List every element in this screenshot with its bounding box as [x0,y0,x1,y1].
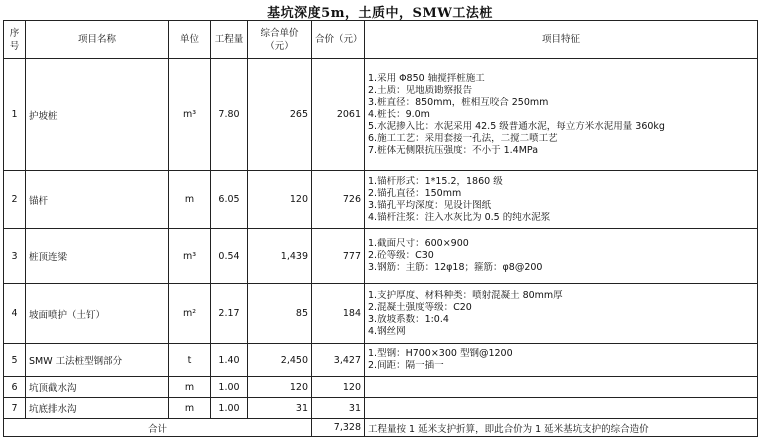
row-features [365,398,758,419]
row-seq: 5 [4,344,26,377]
header-name: 项目名称 [26,21,169,59]
row-unit-price: 31 [248,398,312,419]
feature-line: 1.锚杆形式：1*15.2，1860 级 [368,175,503,187]
table-row [4,398,758,419]
row-seq: 3 [4,229,26,284]
row-unit-price: 265 [248,59,312,171]
row-unit: m [169,377,211,398]
header-total: 合价（元） [312,21,365,59]
feature-line: 3.锚孔平均深度：见设计图纸 [368,199,492,211]
cost-table [3,20,758,437]
header-unit-price: 综合单价（元） [248,21,312,59]
row-unit-price: 1,439 [248,229,312,284]
table-row [4,59,758,171]
row-unit: m [169,398,211,419]
row-qty: 7.80 [211,59,248,171]
row-seq: 7 [4,398,26,419]
feature-line: 4.锚杆注浆：注入水灰比为 0.5 的纯水泥浆 [368,211,551,223]
row-unit: t [169,344,211,377]
row-unit-price: 2,450 [248,344,312,377]
feature-line: 4.桩长：9.0m [368,108,430,120]
row-qty: 1.40 [211,344,248,377]
row-qty: 6.05 [211,171,248,229]
row-features [365,284,758,344]
row-features [365,171,758,229]
feature-line: 3.桩直径：850mm，桩相互咬合 250mm [368,96,549,108]
feature-line: 5.水泥掺入比：水泥采用 42.5 级普通水泥，每立方米水泥用量 360kg [368,120,665,132]
header-qty: 工程量 [211,21,248,59]
feature-line: 2.锚孔直径：150mm [368,187,462,199]
feature-line: 2.间距：隔一插一 [368,360,444,371]
row-qty: 0.54 [211,229,248,284]
row-name: 坑底排水沟 [26,398,169,419]
table-row [4,229,758,284]
feature-line: 7.桩体无侧限抗压强度：不小于 1.4MPa [368,144,539,156]
row-features [365,344,758,377]
row-total: 2061 [312,59,365,171]
row-name: 护坡桩 [26,59,169,171]
footer-note: 工程量按 1 延米支护折算，即此合价为 1 延米基坑支护的综合造价 [365,419,758,437]
row-total: 120 [312,377,365,398]
row-seq: 2 [4,171,26,229]
row-name: SMW 工法桩型钢部分 [26,344,169,377]
feature-line: 1.型钢：H700×300 型钢@1200 [368,348,513,359]
row-name: 锚杆 [26,171,169,229]
row-total: 184 [312,284,365,344]
table-row [4,344,758,377]
row-features [365,377,758,398]
feature-line: 1.截面尺寸：600×900 [368,238,469,249]
row-name: 坡面喷护（土钉） [26,284,169,344]
row-total: 777 [312,229,365,284]
row-unit: m³ [169,229,211,284]
footer-total: 7,328 [312,419,365,437]
row-qty: 2.17 [211,284,248,344]
table-row [4,171,758,229]
row-features [365,229,758,284]
row-unit: m [169,171,211,229]
row-total: 3,427 [312,344,365,377]
header-unit: 单位 [169,21,211,59]
row-features [365,59,758,171]
footer-row [4,419,758,437]
header-seq: 序号 [4,21,26,59]
feature-line: 2.混凝土强度等级：C20 [368,301,472,313]
row-name: 坑顶截水沟 [26,377,169,398]
row-qty: 1.00 [211,398,248,419]
row-unit-price: 85 [248,284,312,344]
row-qty: 1.00 [211,377,248,398]
row-seq: 4 [4,284,26,344]
feature-line: 6.施工工艺：采用套接一孔法，二搅二喷工艺 [368,132,558,144]
header-row [4,21,758,59]
header-features: 项目特征 [365,21,758,59]
feature-line: 1.支护厚度、材料种类：喷射混凝土 80mm厚 [368,289,563,301]
row-seq: 6 [4,377,26,398]
feature-line: 4.钢丝网 [368,325,406,337]
feature-line: 2.砼等级：C30 [368,250,434,261]
footer-label: 合计 [4,419,312,437]
feature-line: 3.放坡系数：1:0.4 [368,313,449,325]
row-unit-price: 120 [248,377,312,398]
row-total: 31 [312,398,365,419]
feature-line: 1.采用 Φ850 轴搅拌桩施工 [368,72,485,84]
document-title: 基坑深度5m，土质中，SMW工法桩 [267,6,493,21]
table-row [4,377,758,398]
table-row [4,284,758,344]
row-unit: m² [169,284,211,344]
row-total: 726 [312,171,365,229]
row-unit: m³ [169,59,211,171]
feature-line: 3.钢筋：主筋：12φ18；箍筋：φ8@200 [368,262,543,273]
row-name: 桩顶连梁 [26,229,169,284]
row-unit-price: 120 [248,171,312,229]
feature-line: 2.土质：见地质勘察报告 [368,84,473,96]
row-seq: 1 [4,59,26,171]
